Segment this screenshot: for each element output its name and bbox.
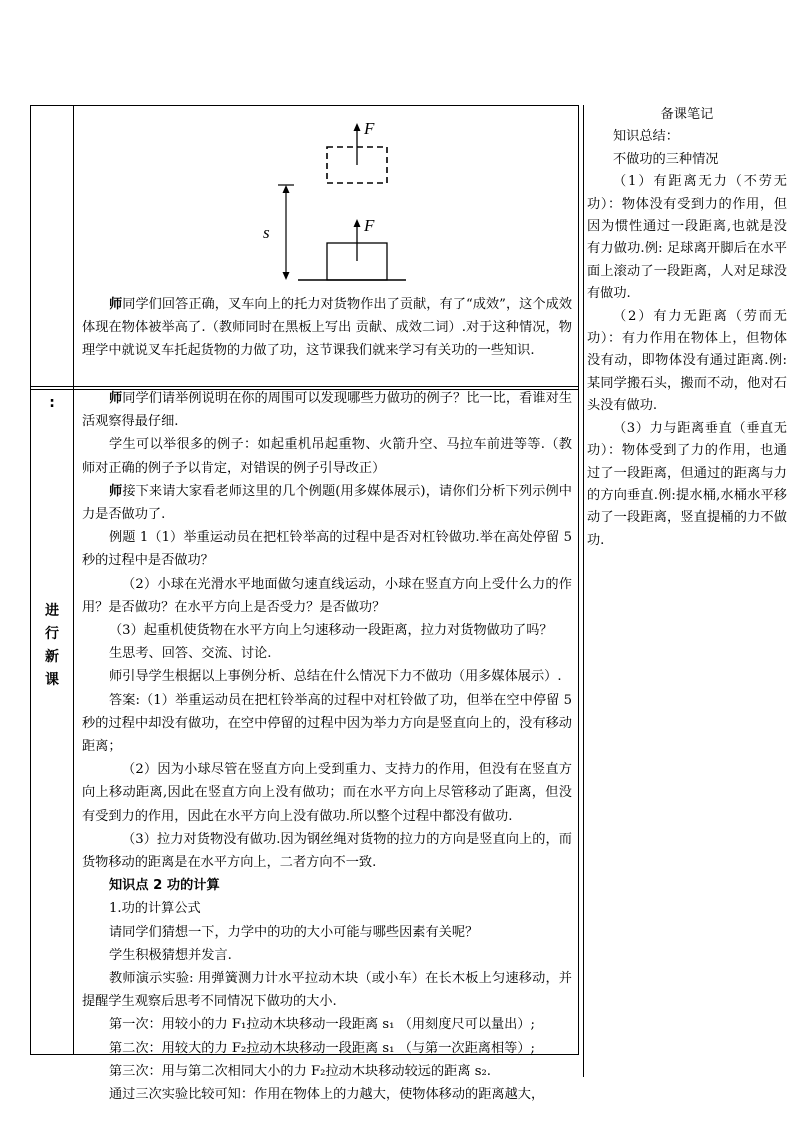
label-char: 行 [45, 626, 59, 642]
paragraph-text: 同学们请举例说明在你的周围可以发现哪些力做功的例子？比一比，看谁对生活观察得最仔细. [82, 391, 573, 430]
lesson-notes [587, 104, 787, 552]
paragraph: （2）小球在光滑水平地面做匀速直线运动，小球在竖直方向上受什么力的作用？是否做功？在水平方向上是否受力？是否做功？ [82, 576, 572, 615]
paragraph: 请同学们猜想一下，力学中的功的大小可能与哪些因素有关呢？ [109, 924, 479, 940]
note-item: （2）有力无距离（劳而无功）：有力作用在物体上，但物体没有动，即物体没有通过距离.例: 某同学搬石头，搬而不动，他对石头没有做功. [587, 308, 787, 414]
main-lesson-cell [82, 387, 572, 1106]
intro-cell [82, 293, 572, 363]
notes-title: 备课笔记 [660, 107, 714, 122]
label-char: 课 [45, 672, 59, 688]
notes-summary: 知识总结： [613, 129, 679, 145]
force-arrowhead-bottom [354, 219, 361, 227]
paragraph: 通过三次实验比较可知：作用在物体上的力越大，使物体移动的距离越大， [109, 1087, 545, 1103]
paragraph: 第二次：用较大的力 F₂拉动木块移动一段距离 s₁ （与第一次距离相等）; [109, 1040, 535, 1056]
teacher-marker: 师 [109, 483, 123, 499]
paragraph: 师引导学生根据以上事例分析、总结在什么情况下力不做功（用多媒体展示）. [109, 669, 562, 685]
paragraph: （2）因为小球尽管在竖直方向上受到重力、支持力的作用，但没有在竖直方向上移动距离,因此在竖直方向上没有做功；而在水平方向上尽管移动了距离，但没有受到力的作用，因此在水平方向上没有做功.所以整个过程中都没有做功. [82, 762, 572, 824]
paragraph: 教师演示实验: 用弹簧测力计水平拉动木块（或小车）在长木板上匀速移动，并提醒学生观察后思考不同情况下做功的大小. [82, 971, 572, 1010]
teacher-marker: 师 [109, 391, 123, 406]
section-heading: 知识点 2 功的计算 [109, 878, 220, 894]
paragraph [82, 387, 572, 433]
distance-arrowhead-up [283, 185, 290, 193]
work-diagram [260, 115, 440, 290]
paragraph-text: 接下来请大家看老师这里的几个例题(用多媒体展示)，请你们分析下列示例中力是否做功了. [82, 483, 572, 523]
paragraph: 学生可以举很多的例子：如起重机吊起重物、火箭升空、马拉车前进等等.（教师对正确的例子予以肯定，对错误的例子引导改正） [82, 437, 572, 476]
paragraph [82, 480, 572, 526]
note-item: （3）力与距离垂直（垂直无功）：物体受到了力的作用，也通过了一段距离，但通过的距离与力的方向垂直.例:提水桶,水桶水平移动了一段距离，竖直提桶的力不做功. [587, 420, 787, 548]
note-item: （1）有距离无力（不劳无功）：物体没有受到力的作用，但因为惯性通过一段距离,也就是没有力做功.例: 足球离开脚后在水平面上滚动了一段距离，人对足球没有做功. [587, 174, 787, 302]
paragraph: （3）拉力对货物没有做功.因为钢丝绳对货物的拉力的方向是竖直向上的，而货物移动的距离是在水平方向上，二者方向不一致. [82, 831, 572, 871]
force-label-top: F [364, 119, 375, 138]
paragraph: 答案:（1）举重运动员在把杠铃举高的过程中对杠铃做了功，但举在空中停留 5 秒的过程中却没有做功，在空中停留的过程中因为举力方向是竖直向上的，没有移动距离； [82, 692, 572, 755]
intro-paragraph [82, 293, 572, 363]
distance-arrowhead-down [283, 272, 290, 280]
teacher-marker: 师 [109, 297, 123, 312]
paragraph: 1.功的计算公式 [109, 901, 201, 917]
distance-label: s [263, 223, 270, 242]
force-arrowhead-top [354, 123, 361, 131]
row-label-new-lesson [31, 600, 73, 692]
paragraph: 学生积极猜想并发言. [109, 947, 232, 963]
intro-text: 同学们回答正确，叉车向上的托力对货物作出了贡献，有了“成效”，这个成效体现在物体被举高了.（教师同时在黑板上写出 贡献、成效二词）.对于这种情况，物理学中就说叉车托起货物的力做了功，这节课我们就来学习有关功的一些知识. [82, 297, 573, 359]
label-char: 进 [45, 603, 59, 619]
notes-column-divider [583, 105, 584, 1077]
notes-heading: 不做功的三种情况 [613, 151, 719, 167]
label-char: 新 [45, 649, 59, 665]
table-column-divider [73, 105, 74, 1055]
paragraph: 第一次：用较小的力 F₁拉动木块移动一段距离 s₁ （用刻度尺可以量出）; [109, 1017, 535, 1033]
paragraph: 第三次：用与第二次相同大小的力 F₂拉动木块移动较远的距离 s₂. [109, 1063, 491, 1079]
paragraph: 生思考、回答、交流、讨论. [109, 646, 272, 662]
paragraph: （3）起重机使货物在水平方向上匀速移动一段距离，拉力对货物做功了吗？ [109, 623, 553, 639]
paragraph: 例题 1（1）举重运动员在把杠铃举高的过程中是否对杠铃做功.举在高处停留 5 秒的过程中是否做功？ [82, 530, 572, 569]
force-label-bottom: F [364, 216, 375, 235]
row-label-colon: : [49, 395, 55, 411]
